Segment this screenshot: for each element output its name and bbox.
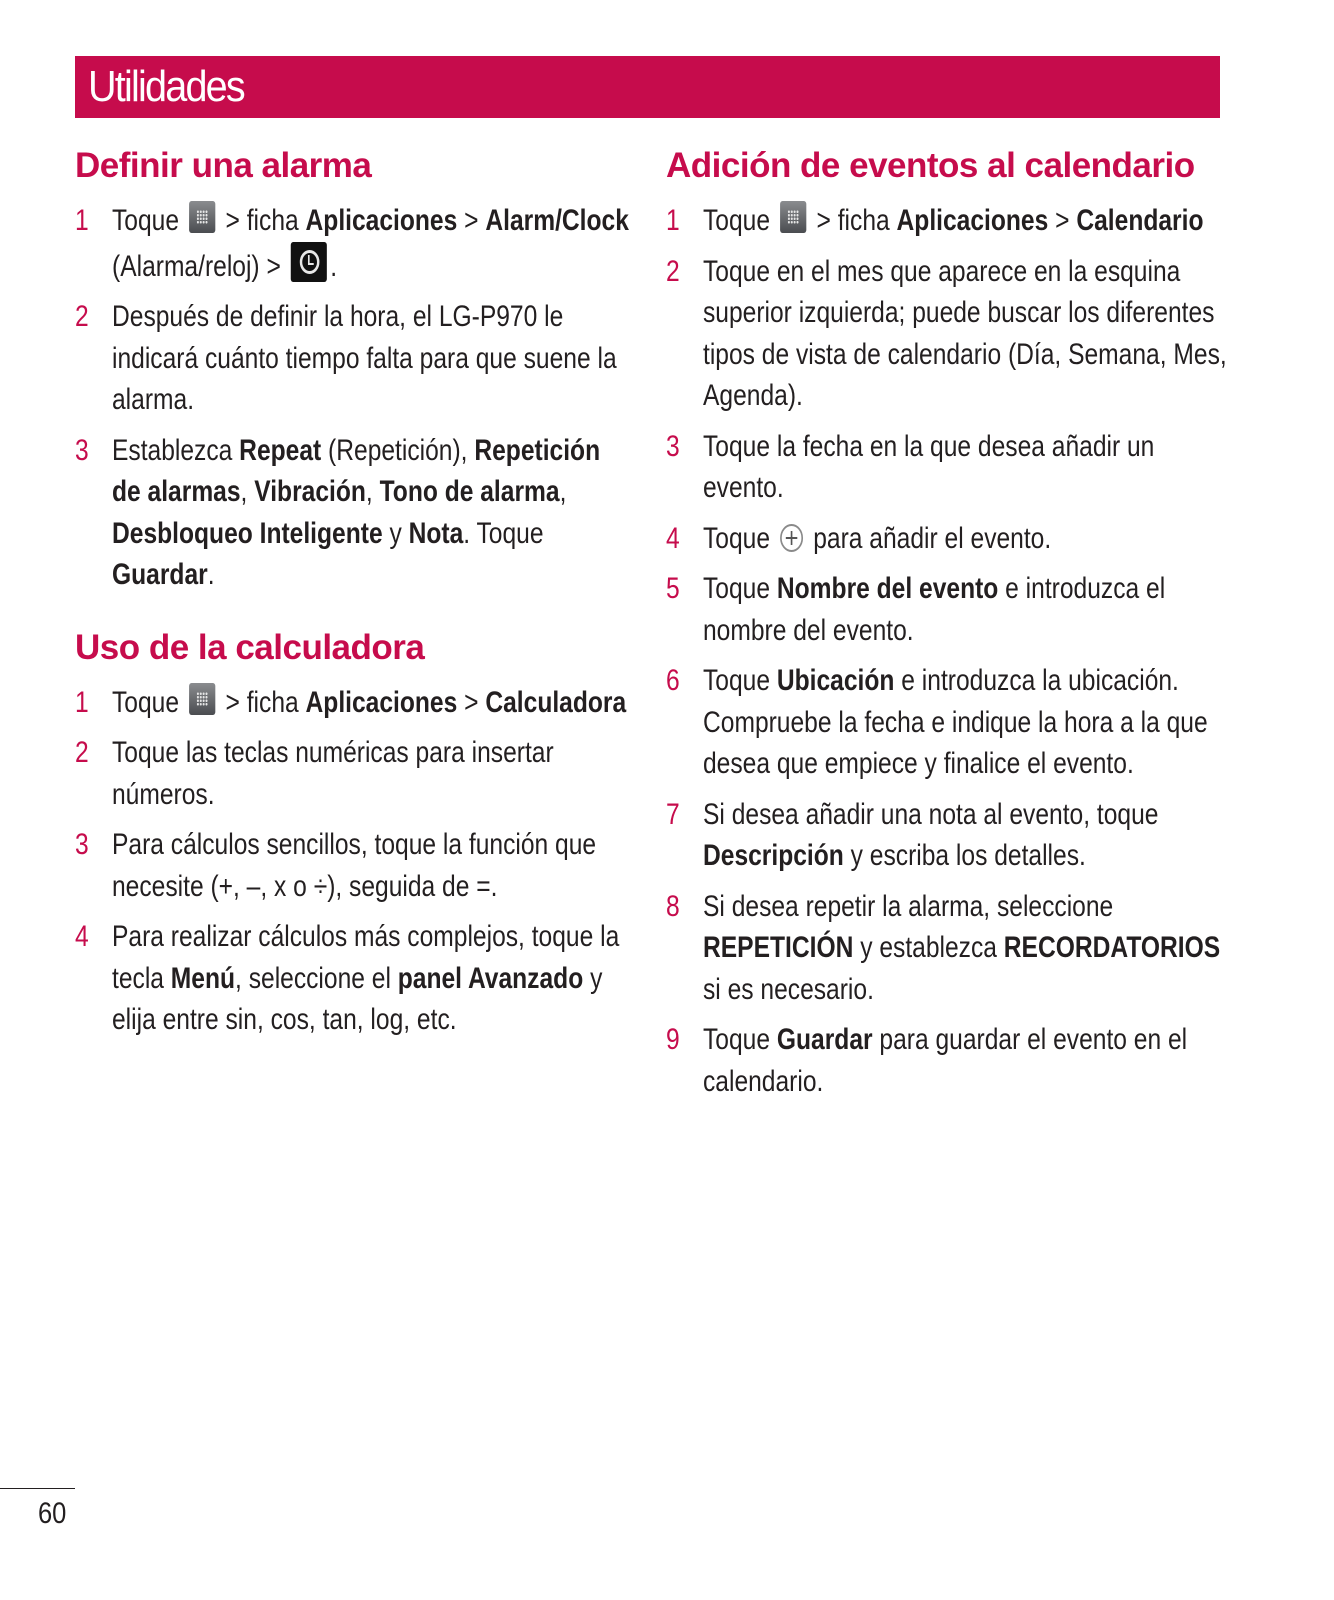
step-text: Para cálculos sencillos, toque la función que necesite (+, –, x o ÷), seguida de =. [112,828,597,903]
alarm-clock-icon [291,242,327,282]
section-banner [75,56,1220,118]
step-text: Toque en el mes que aparece en la esquina superior izquierda; puede buscar los diferentes tipos de vista de calendario (Día, Semana, Mes, Agenda). [703,254,1227,412]
step-text: Si desea repetir la alarma, seleccione REPETICIÓN y establezca RECORDATORIOS si es necesario. [703,889,1221,1006]
list-item [666,251,1236,417]
list-item [666,200,1236,242]
apps-grid-icon [189,683,215,715]
step-text: Toque Ubicación e introduzca la ubicación. Compruebe la fecha e indique la hora a la que desea que empiece y finalice el evento. [703,664,1208,780]
list-item [75,430,635,596]
step-number: 9 [666,1023,680,1056]
step-text: Toque las teclas numéricas para insertar números. [112,736,554,811]
list-item [666,886,1236,1011]
list-item [666,426,1236,509]
step-number: 2 [75,736,89,769]
step-number: 3 [75,828,89,861]
left-column [75,140,635,1050]
step-number: 7 [666,797,680,831]
step-number: 4 [666,521,680,555]
calculator-steps [75,682,635,1041]
calendar-section-title: Adición de eventos al calendario [666,146,1195,185]
apps-grid-icon [189,201,215,233]
list-item [75,824,635,907]
alarm-section-title: Definir una alarma [75,146,372,185]
list-item [666,518,1236,560]
list-item [75,916,635,1041]
list-item [75,682,635,724]
step-text: Si desea añadir una nota al evento, toque Descripción y escriba los detalles. [703,797,1159,872]
step-number: 3 [75,433,89,467]
apps-grid-icon [780,201,806,233]
calculator-section-title: Uso de la calculadora [75,627,425,667]
step-number: 8 [666,889,680,923]
step-text: Toque para añadir el evento. [703,521,1052,555]
right-column [666,140,1236,1111]
step-text: Toque Guardar para guardar el evento en el calendario. [703,1023,1188,1098]
calendar-steps [666,200,1236,1102]
alarm-steps [75,200,635,596]
page-title: Utilidades [88,62,244,111]
step-text: Toque Nombre del evento e introduzca el nombre del evento. [703,572,1166,647]
step-text: Toque > ficha Aplicaciones > Calendario [703,200,1236,242]
list-item [75,732,635,815]
step-text: Establezca Repeat (Repetición), Repetición de alarmas, Vibración, Tono de alarma, Desbloqueo Inteligente y Nota. Toque Guardar. [112,433,601,591]
step-number: 4 [75,920,89,953]
page-number: 60 [38,1497,67,1530]
list-item [666,568,1236,651]
list-item [75,296,635,421]
step-number: 3 [666,429,680,463]
step-text: Toque > ficha Aplicaciones > Calculadora [112,682,635,724]
step-text: Después de definir la hora, el LG-P970 le indicará cuánto tiempo falta para que suene la alarma. [112,300,617,416]
step-text: Para realizar cálculos más complejos, toque la tecla Menú, seleccione el panel Avanzado y elija entre sin, cos, tan, log, etc. [112,920,620,1036]
step-text: Toque la fecha en la que desea añadir un evento. [703,429,1155,504]
add-circle-icon [780,524,803,552]
step-number: 1 [75,685,89,719]
step-number: 5 [666,572,680,605]
step-number: 6 [666,664,680,697]
footer-divider [0,1488,75,1489]
step-number: 1 [75,204,89,237]
list-item [666,1019,1236,1102]
list-item [666,660,1236,785]
step-text: Toque > ficha Aplicaciones > Alarm/Clock (Alarma/reloj) > . [112,200,635,287]
step-number: 2 [75,300,89,333]
step-number: 2 [666,254,680,288]
list-item [75,200,635,287]
list-item [666,794,1236,877]
step-number: 1 [666,204,680,237]
